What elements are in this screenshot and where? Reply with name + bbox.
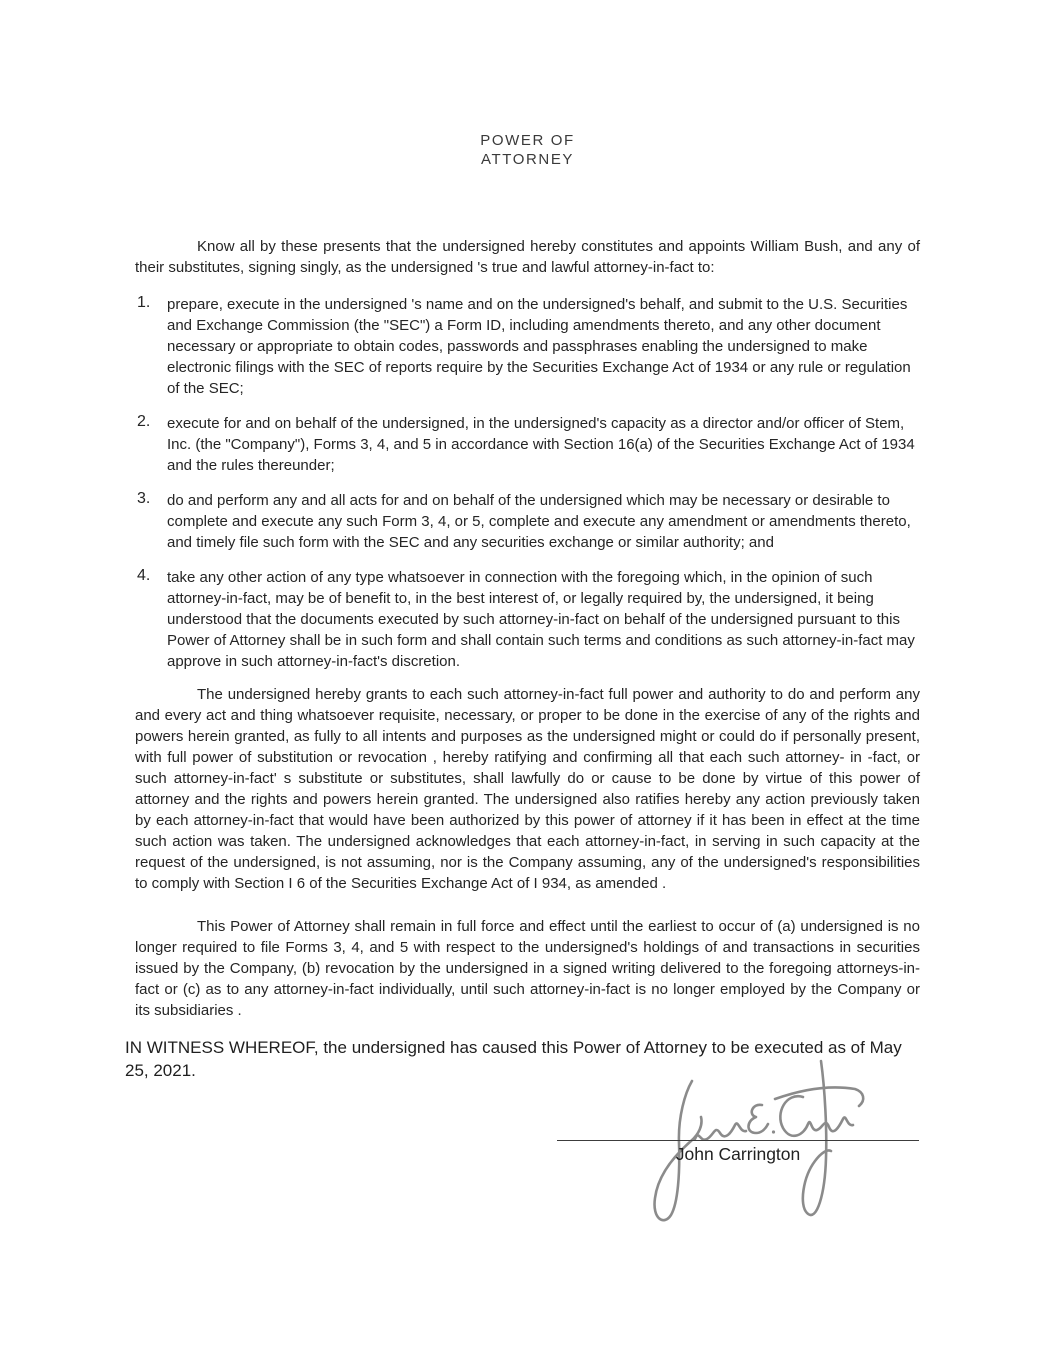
list-item [135,294,920,399]
duration-paragraph: This Power of Attorney shall remain in full force and effect until the earliest to occur of (a) undersigned is no longer required to file Forms 3, 4, and 5 with respect to the undersigned's holdings of and transactions in securities issued by the Company, (b) revocation by the undersigned in a signed writing delivered to the foregoing attorneys-in- fact or (c) as to any attorney-in-fact individually, until such attorney-in-fact is no longer employed by the Company or its subsidiaries . [135,918,920,1019]
grant-paragraph: The undersigned hereby grants to each such attorney-in-fact full power and authority to do and perform any and every act and thing whatsoever requisite, necessary, or proper to be done in the exercise of any of the rights and powers herein granted, as fully to all intents and purposes as the undersigned might or could do if personally present, with full power of substitution or revocation , hereby ratifying and confirming all that each such attorney- in -fact, or such attorney-in-fact' s substitute or substitutes, shall lawfully do or cause to be done by virtue of this power of attorney and the rights and powers herein granted. The undersigned also ratifies hereby any action previously taken by each attorney-in-fact that would have been authorized by this power of attorney if it has been in effect at the time such action was taken. The undersigned acknowledges that each attorney-in-fact, in serving in such capacity at the request of the undersigned, is not assuming, nor is the Company assuming, any of the undersigned's responsibilities to comply with Section I 6 of the Securities Exchange Act of I 934, as amended . [135,686,920,892]
document-title [135,131,920,169]
witness-paragraph: IN WITNESS WHEREOF, the undersigned has caused this Power of Attorney to be executed as of May 25, 2021. [125,1038,902,1080]
list-item [135,490,920,553]
numbered-list [135,294,920,672]
signature-printed-name: John Carrington [675,1144,801,1164]
list-item [135,567,920,672]
list-item-number: 4. [137,567,151,584]
list-item-text: execute for and on behalf of the undersigned, in the undersigned's capacity as a director and/or officer of Stem, Inc. (the "Company"), Forms 3, 4, and 5 in accordance with Section 16(a) of the Securities Exchange Act of 1934 and the rules thereunder; [167,415,915,474]
document-title-line-1: POWER OF [480,132,575,149]
list-item-text: take any other action of any type whatsoever in connection with the foregoing which, in the opinion of such attorney-in-fact, may be of benefit to, in the best interest of, or legally required by, the undersigned, it being understood that the documents executed by such attorney-in-fact on behalf of the undersigned pursuant to this Power of Attorney shall be in such form and shall contain such terms and conditions as such attorney-in-fact may approve in such attorney-in-fact's discretion. [167,569,915,670]
document-title-line-2: ATTORNEY [480,151,575,168]
list-item-number: 1. [137,294,151,311]
list-item [135,413,920,476]
intro-paragraph: Know all by these presents that the undersigned hereby constitutes and appoints William Bush, and any of their substitutes, signing singly, as the undersigned 's true and lawful attorney-in-fact to: [135,238,920,276]
list-item-text: do and perform any and all acts for and on behalf of the undersigned which may be necessary or desirable to complete and execute any such Form 3, 4, or 5, complete and execute any amendment or amendments thereto, and timely file such form with the SEC and any securities exchange or similar authority; and [167,492,911,551]
handwritten-signature [645,1055,885,1230]
list-item-number: 3. [137,490,151,507]
signature-block [557,1055,919,1255]
document-content [125,131,920,1099]
signature-line [557,1140,919,1141]
list-item-number: 2. [137,413,151,430]
list-item-text: prepare, execute in the undersigned 's name and on the undersigned's behalf, and submit to the U.S. Securities and Exchange Commission (the "SEC") a Form ID, including amendments thereto, and any other document necessary or appropriate to obtain codes, passwords and passphrases enabling the undersigned to make electronic filings with the SEC of reports require by the Securities Exchange Act of 1934 or any rule or regulation of the SEC; [167,296,911,397]
